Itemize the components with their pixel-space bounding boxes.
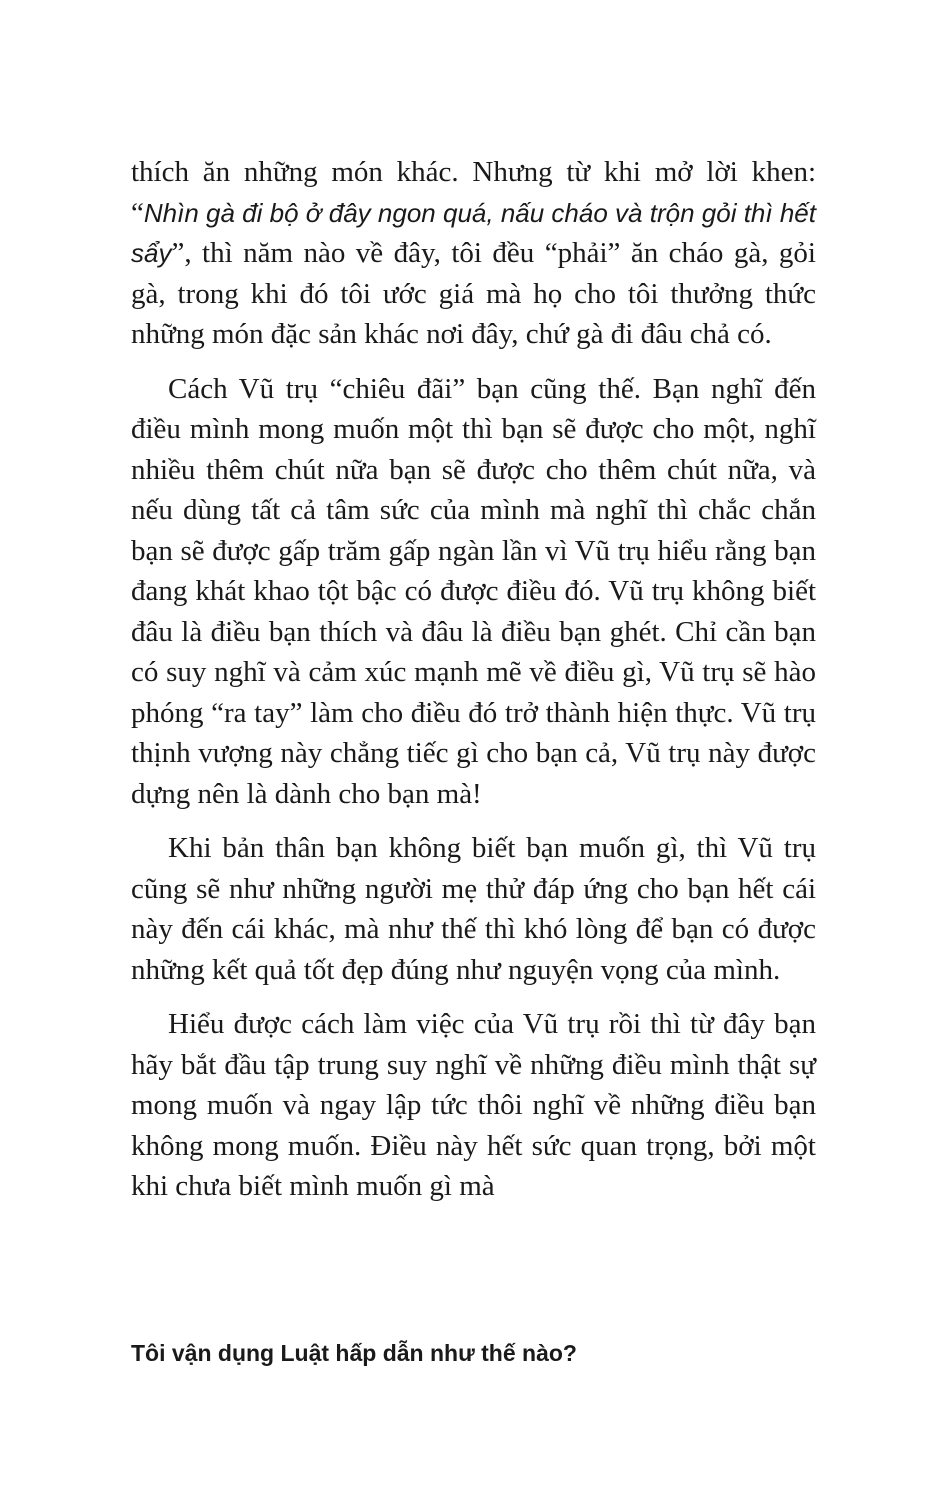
italic-quote: Nhìn gà đi bộ ở đây ngon quá, nấu cháo và trộn gỏi thì hết sẩy — [131, 197, 816, 268]
paragraph-1 — [131, 152, 816, 355]
running-footer-book-title: Tôi vận dụng Luật hấp dẫn như thế nào? — [131, 1340, 577, 1366]
body-text — [131, 152, 816, 1221]
paragraph-1-after: ”, thì năm nào về đây, tôi đều “phải” ăn cháo gà, gỏi gà, trong khi đó tôi ước giá mà họ cho tôi thưởng thức những món đặc sản khác nơi đây, chứ gà đi đâu chả có. — [131, 237, 816, 350]
paragraph-4: Hiểu được cách làm việc của Vũ trụ rồi thì từ đây bạn hãy bắt đầu tập trung suy nghĩ về những điều mình thật sự mong muốn và ngay lập tức thôi nghĩ về những điều bạn không mong muốn. Điều này hết sức quan trọng, bởi một khi chưa biết mình muốn gì mà — [131, 1008, 816, 1202]
paragraph-2: Cách Vũ trụ “chiêu đãi” bạn cũng thế. Bạn nghĩ đến điều mình mong muốn một thì bạn sẽ được cho một, nghĩ nhiều thêm chút nữa bạn sẽ được cho thêm chút nữa, và nếu dùng tất cả tâm sức của mình mà nghĩ thì chắc chắn bạn sẽ được gấp trăm gấp ngàn lần vì Vũ trụ hiểu rằng bạn đang khát khao tột bậc có được điều đó. Vũ trụ không biết đâu là điều bạn thích và đâu là điều bạn ghét. Chỉ cần bạn có suy nghĩ và cảm xúc mạnh mẽ về điều gì, Vũ trụ sẽ hào phóng “ra tay” làm cho điều đó trở thành hiện thực. Vũ trụ thịnh vượng này chẳng tiếc gì cho bạn cả, Vũ trụ này được dựng nên là dành cho bạn mà! — [131, 372, 816, 810]
paragraph-1-before: thích ăn những món khác. Nhưng từ khi mở lời khen: “ — [131, 156, 816, 229]
paragraph-3: Khi bản thân bạn không biết bạn muốn gì, thì Vũ trụ cũng sẽ như những người mẹ thử đáp ứng cho bạn hết cái này đến cái khác, mà như thế thì khó lòng để bạn có được những kết quả tốt đẹp đúng như nguyện vọng của mình. — [131, 832, 816, 986]
